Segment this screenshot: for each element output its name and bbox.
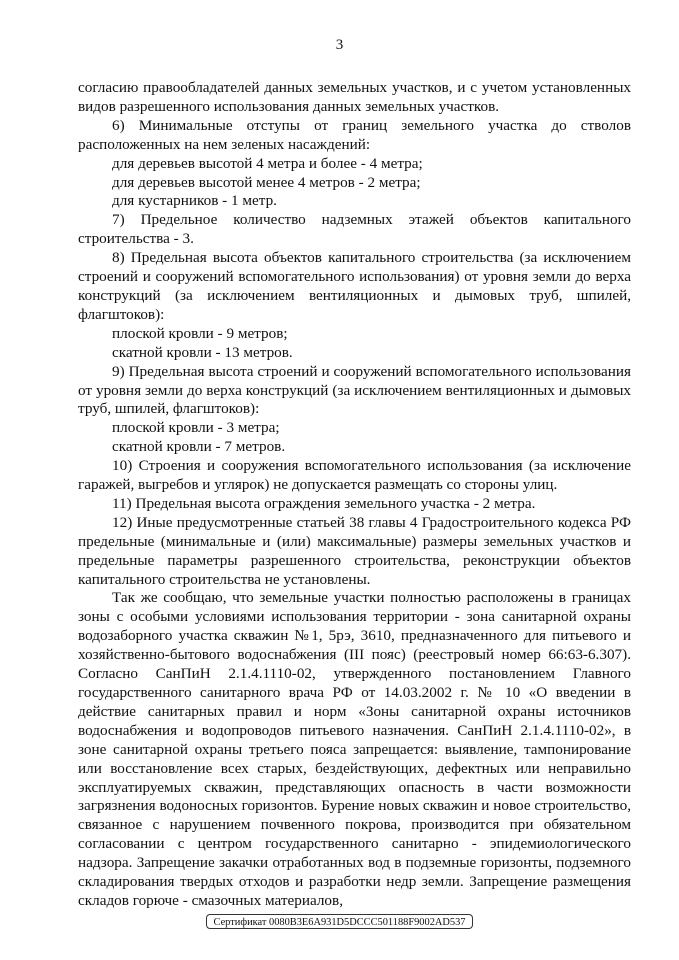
paragraph: согласию правообладателей данных земельных участков, и с учетом установленных видов разрешенного использования данных земельных участков. bbox=[78, 79, 631, 115]
paragraph: 12) Иные предусмотренные статьей 38 главы 4 Градостроительного кодекса РФ предельные (минимальные и (или) максимальные) размеры земельных участков и предельные параметры разрешенного строительства, реконструкции объектов капитального строительства не установлены. bbox=[78, 513, 631, 588]
paragraph: 7) Предельное количество надземных этажей объектов капитального строительства - 3. bbox=[78, 211, 631, 248]
page-number: 3 bbox=[335, 37, 344, 53]
paragraph: Так же сообщаю, что земельные участки полностью расположены в границах зоны с особыми условиями использования территории - зона санитарной охраны водозаборного участка скважин №1, 5рэ, 3610, предназначенного для питьевого и хозяйственно-бытового водоснабжения (III пояс) (реестровый номер 66:63-6.307). Согласно СанПиН 2.1.4.1110-02, утвержденного постановлением Главного государственного санитарного врача РФ от 14.03.2002 г. № 10 «О введении в действие санитарных правил и норм «Зоны санитарной охраны источников водоснабжения и водопроводов питьевого назначения. СанПиН 2.1.4.1110-02», в зоне санитарной охраны третьего пояса запрещается: выявление, тампонирование или восстановление всех старых, бездействующих, дефектных или неправильно эксплуатируемых скважин, представляющих опасность в части возможности загрязнения водоносных горизонтов. Бурение новых скважин и новое строительство, связанное с нарушением почвенного покрова, производится при обязательном согласовании с центром государственного санитарно - эпидемиологического надзора. Запрещение закачки отработанных вод в подземные горизонты, подземного складирования твердых отходов и разработки недр земли. Запрещение размещения складов горюче - смазочных материалов, bbox=[78, 589, 631, 909]
paragraph: 6) Минимальные отступы от границ земельного участка до стволов расположенных на нем зеленых насаждений: bbox=[78, 116, 631, 153]
list-item: для кустарников - 1 метр. bbox=[112, 192, 277, 210]
list-item: скатной кровли - 13 метров. bbox=[112, 343, 293, 361]
paragraph: 9) Предельная высота строений и сооружений вспомогательного использования от уровня земли до верха конструкций (за исключением вентиляционных и дымовых труб, шпилей, флагштоков): bbox=[78, 362, 631, 418]
list-item: плоской кровли - 9 метров; bbox=[112, 324, 288, 342]
list-item: для деревьев высотой 4 метра и более - 4 метра; bbox=[112, 154, 423, 172]
list-item: для деревьев высотой менее 4 метров - 2 метра; bbox=[112, 173, 421, 191]
list-item: плоской кровли - 3 метра; bbox=[112, 419, 280, 437]
list-item: скатной кровли - 7 метров. bbox=[112, 438, 286, 456]
paragraph: 8) Предельная высота объектов капитального строительства (за исключением строений и сооружений вспомогательного использования) от уровня земли до верха конструкций (за исключением вентиляционных и дымовых труб, шпилей, флагштоков): bbox=[78, 249, 631, 323]
paragraph: 10) Строения и сооружения вспомогательного использования (за исключение гаражей, выгребов и углярок) не допускается размещать со стороны улиц. bbox=[78, 457, 631, 494]
document-body bbox=[78, 79, 631, 911]
certificate-stamp: Сертификат 0080B3E6A931D5DCCC501188F9002AD537 bbox=[206, 914, 473, 929]
paragraph: 11) Предельная высота ограждения земельного участка - 2 метра. bbox=[112, 494, 536, 512]
